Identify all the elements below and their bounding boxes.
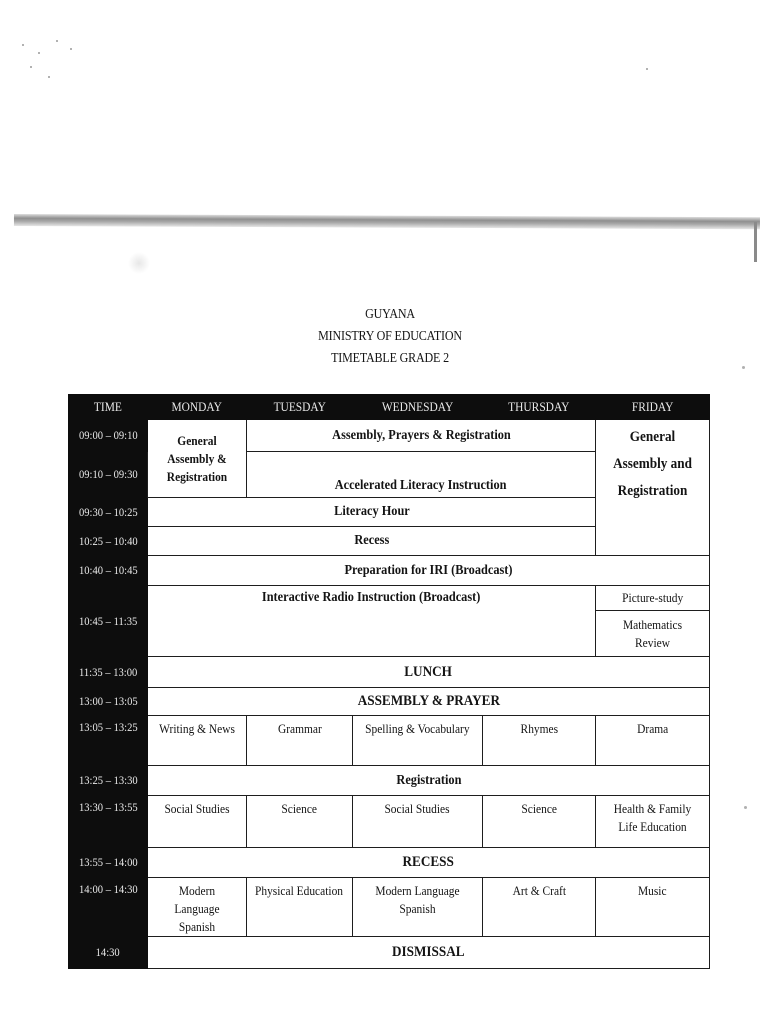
- thursday-art-craft-cell: Art & Craft: [483, 878, 596, 937]
- scan-speckle: [48, 76, 50, 78]
- ministry-title: MINISTRY OF EDUCATION: [318, 329, 462, 344]
- time-cell: 09:30 – 10:25: [69, 498, 148, 527]
- table-row: [69, 556, 710, 586]
- time-cell: 13:30 – 13:55: [69, 796, 148, 848]
- assembly-prayer-cell: ASSEMBLY & PRAYER: [148, 688, 710, 716]
- scan-speckle: [646, 68, 648, 70]
- accelerated-literacy-cell: Accelerated Literacy Instruction: [247, 452, 596, 498]
- time-cell: 10:40 – 10:45: [69, 556, 148, 586]
- time-cell: 13:00 – 13:05: [69, 688, 148, 716]
- time-cell: 11:35 – 13:00: [69, 657, 148, 688]
- monday-general-assembly-cell: General Assembly & Registration: [148, 420, 247, 498]
- registration-cell: Registration: [148, 766, 710, 796]
- scan-speckle: [22, 44, 24, 46]
- time-cell: 09:00 – 09:10: [69, 420, 148, 452]
- table-row: [69, 420, 710, 452]
- timetable-title: TIMETABLE GRADE 2: [331, 351, 449, 366]
- dismissal-cell: DISMISSAL: [148, 937, 710, 969]
- tuesday-science-cell: Science: [247, 796, 353, 848]
- scan-speckle: [742, 366, 745, 369]
- table-row: [69, 716, 710, 766]
- monday-social-studies-cell: Social Studies: [148, 796, 247, 848]
- time-cell: 14:00 – 14:30: [69, 878, 148, 937]
- column-header-time: TIME: [69, 395, 148, 420]
- header-row: [69, 395, 710, 420]
- tuesday-physical-education-cell: Physical Education: [247, 878, 353, 937]
- tuesday-grammar-cell: Grammar: [247, 716, 353, 766]
- scan-speckle: [56, 40, 58, 42]
- table-row: [69, 796, 710, 848]
- time-cell: 14:30: [69, 937, 148, 969]
- monday-writing-news-cell: Writing & News: [148, 716, 247, 766]
- lunch-cell: LUNCH: [148, 657, 710, 688]
- scan-speckle: [30, 66, 32, 68]
- table-row: [69, 937, 710, 969]
- recess-morning-cell: Recess: [148, 527, 596, 556]
- column-header-friday: FRIDAY: [596, 395, 710, 420]
- wednesday-modern-language-cell: Modern Language Spanish: [353, 878, 483, 937]
- table-row: [69, 586, 710, 611]
- scan-speckle: [70, 48, 72, 50]
- friday-picture-study-cell: Picture-study: [596, 586, 710, 611]
- time-cell: 10:45 – 11:35: [69, 586, 148, 657]
- table-row: [69, 878, 710, 937]
- friday-general-assembly-cell: General Assembly and Registration: [596, 420, 710, 556]
- assembly-prayers-cell: Assembly, Prayers & Registration: [247, 420, 596, 452]
- country-title: GUYANA: [365, 307, 415, 322]
- column-header-monday: MONDAY: [148, 395, 247, 420]
- preparation-iri-cell: Preparation for IRI (Broadcast): [148, 556, 710, 586]
- time-cell: 13:25 – 13:30: [69, 766, 148, 796]
- scan-edge-strip: [14, 214, 760, 229]
- recess-afternoon-cell: RECESS: [148, 848, 710, 878]
- thursday-rhymes-cell: Rhymes: [483, 716, 596, 766]
- table-row: [69, 848, 710, 878]
- table-row: [69, 657, 710, 688]
- column-header-tuesday: TUESDAY: [247, 395, 353, 420]
- time-cell: 13:05 – 13:25: [69, 716, 148, 766]
- document-heading: [261, 304, 519, 370]
- interactive-radio-cell: Interactive Radio Instruction (Broadcast): [148, 586, 596, 657]
- table-row: [69, 766, 710, 796]
- timetable: [68, 394, 710, 969]
- time-cell: 10:25 – 10:40: [69, 527, 148, 556]
- wednesday-social-studies-cell: Social Studies: [353, 796, 483, 848]
- friday-health-family-cell: Health & Family Life Education: [596, 796, 710, 848]
- time-cell: 13:55 – 14:00: [69, 848, 148, 878]
- scan-speckle: [744, 806, 747, 809]
- column-header-wednesday: WEDNESDAY: [353, 395, 483, 420]
- wednesday-spelling-cell: Spelling & Vocabulary: [353, 716, 483, 766]
- literacy-hour-cell: Literacy Hour: [148, 498, 596, 527]
- scan-smudge: [128, 252, 150, 274]
- monday-modern-language-cell: Modern Language Spanish: [148, 878, 247, 937]
- scan-edge-mark: [754, 222, 757, 262]
- friday-drama-cell: Drama: [596, 716, 710, 766]
- column-header-thursday: THURSDAY: [483, 395, 596, 420]
- table-row: [69, 688, 710, 716]
- thursday-science-cell: Science: [483, 796, 596, 848]
- time-cell: 09:10 – 09:30: [69, 452, 148, 498]
- friday-music-cell: Music: [596, 878, 710, 937]
- friday-mathematics-review-cell: Mathematics Review: [596, 611, 710, 657]
- scan-speckle: [38, 52, 40, 54]
